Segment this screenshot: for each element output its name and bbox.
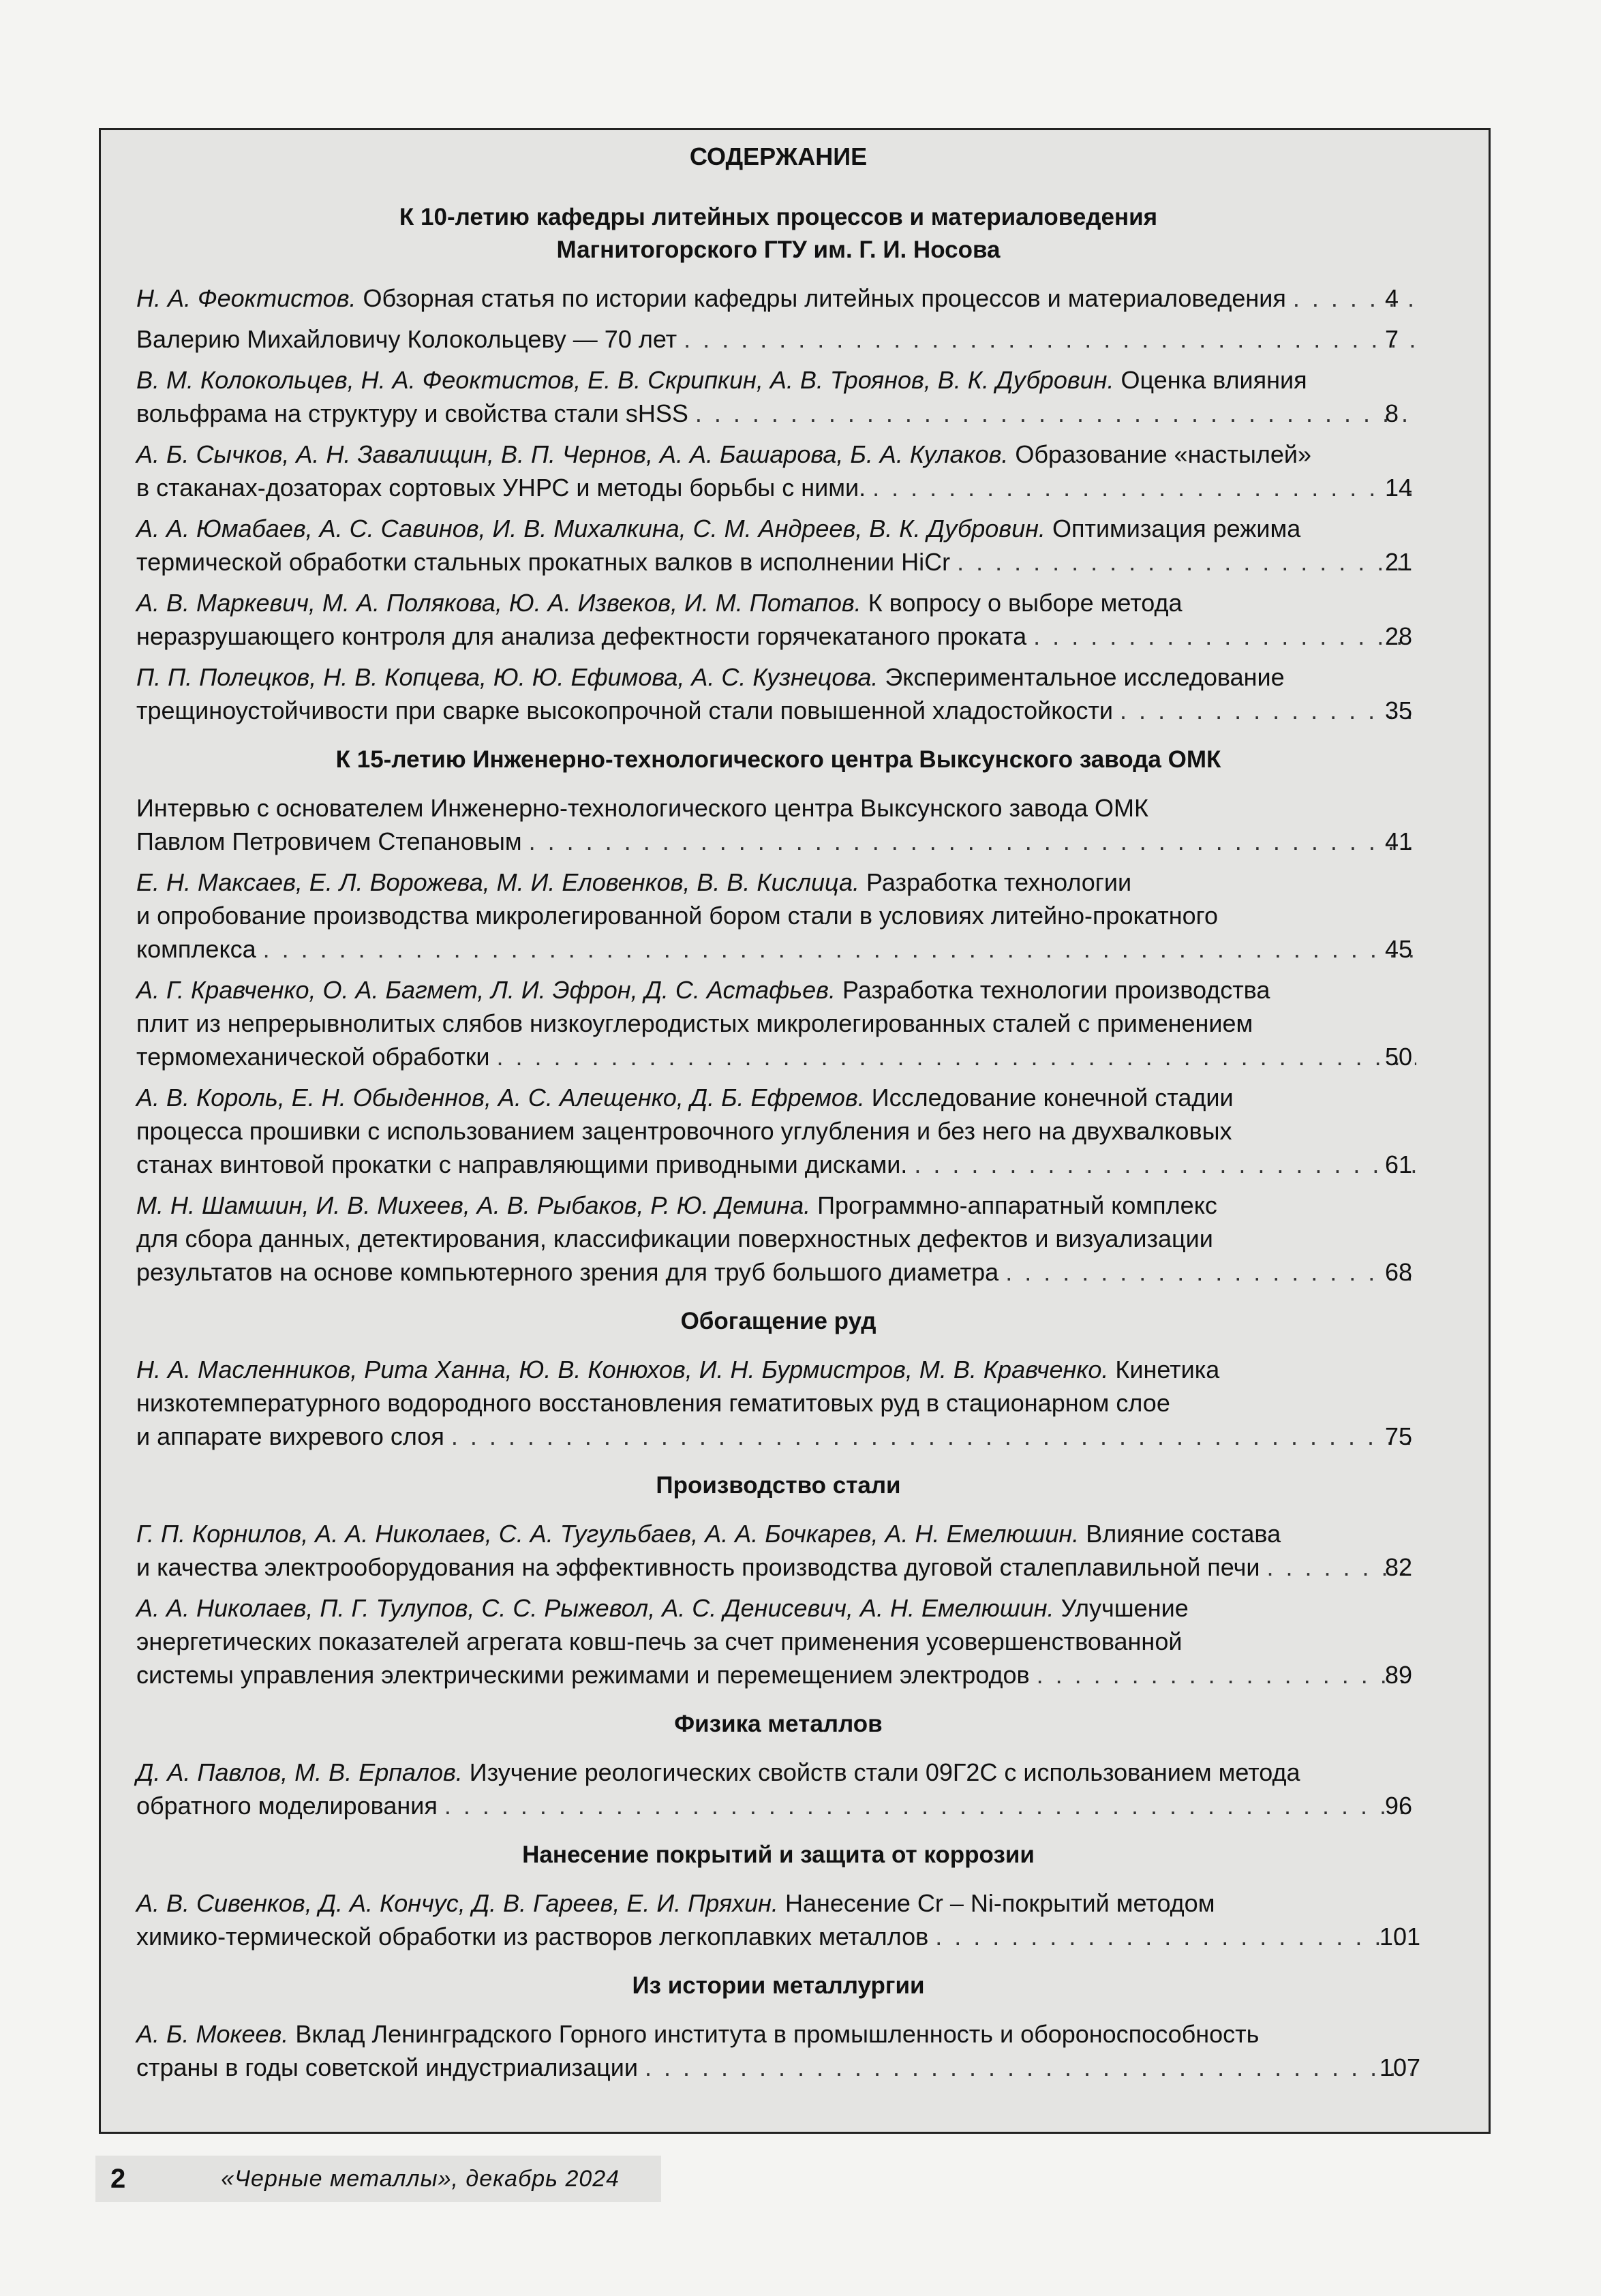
section-heading-line: Обогащение руд [680,1308,876,1334]
entry-title-end [136,1420,444,1453]
entry-title-end [136,825,522,858]
entry-last-line: Валерию Михайловичу Колокольцеву — 70 лет . . . 7 [172,322,1420,356]
toc-entry[interactable] [136,1517,1420,1584]
dot-leader [526,825,1416,858]
entry-line [136,1353,1420,1386]
entry-title-end [136,2051,638,2084]
entry-last-line: в стаканах-дозаторах сортовых УНРС и методы борьбы с ними. . . . 14 [172,471,1420,504]
entry-last-line: системы управления электрическими режимами и перемещением электродов . . . 89 [172,1658,1420,1692]
entry-title-fragment: Изучение реологических свойств стали 09Г2С с использованием метода [469,1758,1300,1786]
entry-body [136,281,1420,315]
section-heading-line: К 10-летию кафедры литейных процессов и материаловедения [399,204,1158,230]
dot-leader [448,1420,1416,1453]
entry-authors: А. В. Король, Е. Н. Обыденнов, А. С. Алещенко, Д. Б. Ефремов. [136,1084,865,1112]
entry-body [136,791,1420,858]
dot-leader [1003,1255,1416,1289]
entry-title-fragment: Разработка технологии производства [842,976,1270,1004]
entry-authors: В. М. Колокольцев, Н. А. Феоктистов, Е. В. Скрипкин, А. В. Троянов, В. К. Дубровин. [136,366,1114,394]
section-heading [136,201,1420,266]
entry-last-line: термомеханической обработки . . . 50 [172,1040,1420,1073]
entry-title-end [136,397,688,430]
entry-title-end [136,932,256,966]
entry-title-fragment: Обзорная статья по истории кафедры литейных процессов и материаловедения [363,284,1286,312]
toc-entry[interactable] [136,512,1420,579]
section-heading-line: Физика металлов [674,1711,883,1737]
entry-title-fragment: Экспериментальное исследование [885,663,1285,691]
entry-last-line: комплекса . . . 45 [172,932,1420,966]
entry-last-line: вольфрама на структуру и свойства стали sHSS . . . 8 [172,397,1420,430]
toc-entry[interactable] [136,1591,1420,1692]
entry-title-fragment: станах винтовой прокатки с направляющими приводными дисками. [136,1150,908,1178]
entry-body [136,438,1420,504]
entry-title-fragment: химико-термической обработки из растворов легкоплавких металлов [136,1923,929,1950]
toc-entry[interactable] [136,1189,1420,1289]
dot-leader [260,932,1416,966]
entry-title-fragment: Оптимизация режима [1052,515,1301,542]
entry-title-end [136,1148,908,1181]
entry-title-end [136,322,677,356]
section-heading [136,1970,1420,2002]
entry-line: и опробование производства микролегированной бором стали в условиях литейно-прокатного [136,902,1219,930]
entry-body [136,363,1420,430]
entry-body [136,1081,1420,1181]
toc-entry[interactable] [136,791,1420,858]
toc-entry[interactable] [136,1081,1420,1181]
entry-title-fragment: системы управления электрическими режимами и перемещением электродов [136,1661,1030,1689]
entry-authors: А. Б. Сычков, А. Н. Завалищин, В. П. Чернов, А. А. Башарова, Б. А. Кулаков. [136,440,1009,468]
entry-authors: Г. П. Корнилов, А. А. Николаев, С. А. Тугульбаев, А. А. Бочкарев, А. Н. Емелюшин. [136,1520,1080,1548]
entry-authors: Н. А. Масленников, Рита Ханна, Ю. В. Конюхов, И. Н. Бурмистров, М. В. Кравченко. [136,1356,1109,1383]
entry-last-line: и качества электрооборудования на эффективность производства дуговой сталеплавильной печи . . . 82 [172,1550,1420,1584]
entry-authors: Е. Н. Максаев, Е. Л. Ворожева, М. И. Еловенков, В. В. Кислица. [136,868,859,896]
toc-entry[interactable] [136,438,1420,504]
entry-authors: М. Н. Шамшин, И. В. Михеев, А. В. Рыбаков, Р. Ю. Демина. [136,1191,811,1219]
entry-title-fragment: Валерию Михайловичу Колокольцеву — 70 лет [136,325,677,353]
entry-title-fragment: комплекса [136,935,256,963]
entry-title-fragment: вольфрама на структуру и свойства стали sHSS [136,399,688,427]
entry-last-line: результатов на основе компьютерного зрения для труб большого диаметра . . . 68 [172,1255,1420,1289]
toc-entry[interactable] [136,1756,1420,1822]
entry-line [136,586,1420,619]
entry-line [136,660,1420,694]
footer-journal-issue: «Черные металлы», декабрь 2024 [221,2165,620,2192]
section-heading [136,744,1420,776]
entry-line [136,973,1420,1007]
toc-entry[interactable] [136,973,1420,1073]
entry-title-fragment: трещиноустойчивости при сварке высокопрочной стали повышенной хладостойкости [136,697,1114,724]
section-heading [136,1839,1420,1871]
entry-title-end [136,1658,1030,1692]
toc-entry[interactable] [136,1353,1420,1453]
entry-body [136,660,1420,727]
entry-body [136,1756,1420,1822]
toc-entry[interactable] [136,586,1420,653]
entry-last-line: Павлом Петровичем Степановым . . . 41 [172,825,1420,858]
entry-last-line: термической обработки стальных прокатных валков в исполнении HiCr . . . 21 [172,545,1420,579]
entry-body [136,586,1420,653]
entry-title-fragment: неразрушающего контроля для анализа дефектности горячекатаного проката [136,622,1027,650]
entry-title-end [136,471,866,504]
footer-page-number: 2 [110,2163,126,2194]
entry-body [136,1189,1420,1289]
entry-title-fragment: Программно-аппаратный комплекс [817,1191,1217,1219]
entry-title-fragment: Образование «настылей» [1015,440,1312,468]
entry-line: процесса прошивки с использованием зацентровочного углубления и без него на двухвалковых [136,1117,1232,1145]
entry-title-end [136,619,1027,653]
entry-line: для сбора данных, детектирования, классификации поверхностных дефектов и визуализации [136,1225,1213,1253]
entry-line [136,438,1420,471]
entry-title-end [136,281,1286,315]
entry-body [136,1517,1420,1584]
section-heading-line: Магнитогорского ГТУ им. Г. И. Носова [556,236,1001,263]
entry-body [136,1886,1420,1953]
entry-last-line: и аппарате вихревого слоя . . . 75 [172,1420,1420,1453]
entry-line [136,512,1420,545]
section-heading-line: К 15-летию Инженерно-технологического центра Выксунского завода ОМК [335,746,1221,773]
entry-authors: А. В. Маркевич, М. А. Полякова, Ю. А. Извеков, И. М. Потапов. [136,589,862,617]
entry-line [136,2017,1420,2051]
entry-title-fragment: Интервью с основателем Инженерно-технологического центра Выксунского завода ОМК [136,794,1148,822]
entry-line: низкотемпературного водородного восстановления гематитовых руд в стационарном слое [136,1389,1170,1417]
entry-title-fragment: Разработка технологии [866,868,1132,896]
entry-body [136,2017,1420,2084]
dot-leader [1117,694,1416,727]
page-footer [95,2156,661,2202]
toc-entry[interactable] [136,363,1420,430]
entry-title-end [136,694,1114,727]
dot-leader [681,322,1416,356]
entry-title-end [136,1550,1260,1584]
dot-leader [954,545,1416,579]
dot-leader [932,1920,1411,1953]
dot-leader [692,397,1416,430]
entry-line [136,866,1420,899]
entry-title-fragment: и качества электрооборудования на эффективность производства дуговой сталеплавильной печи [136,1553,1260,1581]
entry-title-fragment: обратного моделирования [136,1792,438,1820]
entry-body [136,1353,1420,1453]
entry-body [136,322,1420,356]
entry-line [136,1886,1420,1920]
entry-body [136,512,1420,579]
entry-page-number[interactable]: 107 [1379,2053,1420,2081]
entry-title-end [136,545,951,579]
section-heading [136,1708,1420,1741]
entry-authors: А. Б. Мокеев. [136,2020,289,2048]
entry-line [136,363,1420,397]
entry-authors: А. Г. Кравченко, О. А. Багмет, Л. И. Эфрон, Д. С. Астафьев. [136,976,836,1004]
dot-leader [642,2051,1411,2084]
toc-entry[interactable] [136,1886,1420,1953]
entry-authors: Н. А. Феоктистов. [136,284,356,312]
entry-line [136,1591,1420,1625]
dot-leader [1034,1658,1416,1692]
entry-title-fragment: К вопросу о выборе метода [868,589,1183,617]
entry-title-fragment: Оценка влияния [1120,366,1307,394]
entry-title-fragment: термомеханической обработки [136,1043,490,1071]
section-heading-line: Нанесение покрытий и защита от коррозии [522,1841,1035,1868]
entry-last-line: трещиноустойчивости при сварке высокопрочной стали повышенной хладостойкости . . . 35 [172,694,1420,727]
section-heading [136,1305,1420,1338]
section-heading [136,1469,1420,1502]
section-heading-line: Из истории металлургии [632,1972,925,1999]
entry-title-fragment: результатов на основе компьютерного зрения для труб большого диаметра [136,1258,999,1286]
entry-authors: П. П. Полецков, Н. В. Копцева, Ю. Ю. Ефимова, А. С. Кузнецова. [136,663,879,691]
entry-line [136,1189,1420,1222]
entry-title-fragment: Улучшение [1061,1594,1189,1622]
entry-last-line: Н. А. Феоктистов. Обзорная статья по истории кафедры литейных процессов и материаловедения . . . 4 [172,281,1420,315]
entry-last-line: обратного моделирования . . . 96 [172,1789,1420,1822]
toc-entry[interactable] [136,2017,1420,2084]
entry-title-end [136,1789,438,1822]
entry-page-number[interactable]: 101 [1379,1923,1420,1950]
entry-line [136,1756,1420,1789]
entry-body [136,973,1420,1073]
entry-title-fragment: в стаканах-дозаторах сортовых УНРС и методы борьбы с ними. [136,474,866,502]
toc-entry[interactable] [136,322,1420,356]
entry-title-fragment: Павлом Петровичем Степановым [136,827,522,855]
entry-title-fragment: Исследование конечной стадии [871,1084,1234,1112]
dot-leader [442,1789,1416,1822]
toc-body [136,201,1420,2084]
toc-title: СОДЕРЖАНИЕ [689,142,868,170]
entry-authors: Д. А. Павлов, М. В. Ерпалов. [136,1758,463,1786]
entry-authors: А. В. Сивенков, Д. А. Кончус, Д. В. Гареев, Е. И. Пряхин. [136,1889,778,1917]
entry-last-line: неразрушающего контроля для анализа дефектности горячекатаного проката . . . 28 [172,619,1420,653]
entry-last-line [136,2051,1420,2084]
entry-line: энергетических показателей агрегата ковш-печь за счет применения усовершенствованной [136,1627,1183,1655]
entry-title-end [136,1255,999,1289]
entry-title-fragment: Нанесение Cr – Ni-покрытий методом [784,1889,1215,1917]
entry-line [136,1517,1420,1550]
entry-title-fragment: термической обработки стальных прокатных валков в исполнении HiCr [136,548,951,576]
entry-line [136,1081,1420,1114]
entry-title-fragment: Влияние состава [1086,1520,1281,1548]
entry-authors: А. А. Юмабаев, А. С. Савинов, И. В. Михалкина, С. М. Андреев, В. К. Дубровин. [136,515,1046,542]
dot-leader [870,471,1416,504]
entry-title-fragment: Кинетика [1115,1356,1220,1383]
entry-last-line [136,1920,1420,1953]
entry-body [136,866,1420,966]
entry-title-fragment: Вклад Ленинградского Горного института в промышленность и обороноспособность [295,2020,1260,2048]
entry-last-line: станах винтовой прокатки с направляющими приводными дисками. . . . 61 [172,1148,1420,1181]
toc-entry[interactable] [136,660,1420,727]
entry-title-end [136,1040,490,1073]
toc-entry[interactable] [136,281,1420,315]
entry-body [136,1591,1420,1692]
dot-leader [1031,619,1416,653]
entry-line: плит из непрерывнолитых слябов низкоуглеродистых микролегированных сталей с применением [136,1009,1253,1037]
entry-line [136,791,1420,825]
dot-leader [493,1040,1416,1073]
section-heading-line: Производство стали [656,1472,901,1499]
entry-title-end [136,1920,929,1953]
entry-title-fragment: и аппарате вихревого слоя [136,1422,444,1450]
entry-authors: А. А. Николаев, П. Г. Тулупов, С. С. Рыжевол, А. С. Денисевич, А. Н. Емелюшин. [136,1594,1054,1622]
toc-frame [99,128,1491,2134]
dot-leader [911,1148,1416,1181]
entry-title-fragment: страны в годы советской индустриализации [136,2053,638,2081]
toc-entry[interactable] [136,866,1420,966]
